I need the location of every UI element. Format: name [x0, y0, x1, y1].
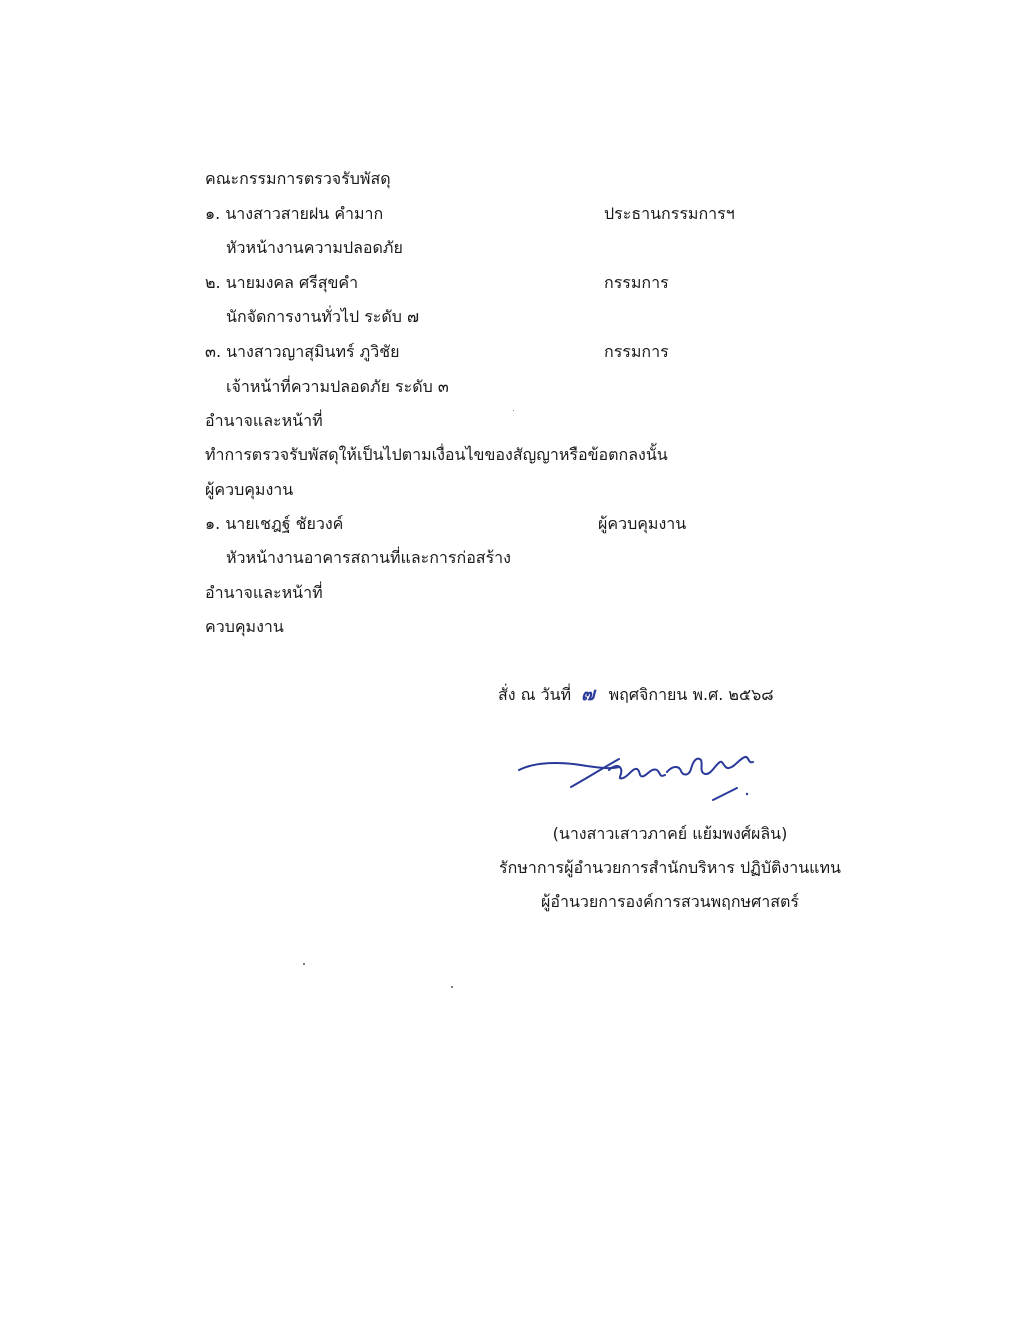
supervisor-member-1-role: ผู้ควบคุมงาน [598, 514, 687, 533]
scan-speck [451, 986, 453, 988]
committee-member-1-position: หัวหน้างานความปลอดภัย [226, 238, 403, 257]
order-date-prefix: สั่ง ณ วันที่ [498, 685, 572, 704]
supervisor-member-1-name: ๑. นายเชฎฐ์ ชัยวงค์ [205, 514, 344, 533]
committee-member-3-name: ๓. นางสาวญาสุมินทร์ ภูวิชัย [205, 342, 400, 361]
committee-member-2-name: ๒. นายมงคล ศรีสุขคำ [205, 273, 359, 292]
committee-member-2-position: นักจัดการงานทั่วไป ระดับ ๗ [226, 307, 420, 326]
committee-member-2-role: กรรมการ [604, 273, 669, 292]
committee-member-3-position: เจ้าหน้าที่ความปลอดภัย ระดับ ๓ [226, 377, 449, 396]
signature-dot [746, 793, 748, 795]
committee-heading: คณะกรรมการตรวจรับพัสดุ [205, 169, 391, 188]
scan-speck [303, 963, 305, 965]
committee-member-3-role: กรรมการ [604, 342, 669, 361]
committee-member-1-name: ๑. นางสาวสายฝน คำมาก [205, 204, 384, 223]
handwritten-signature [515, 742, 765, 808]
signatory-name: (นางสาวเสาวภาคย์ แย้มพงศ์ผลิน) [552, 824, 788, 843]
scan-speck [513, 410, 514, 411]
order-date-day: ๗ [581, 684, 595, 705]
supervisor-duty-text: ควบคุมงาน [205, 617, 284, 636]
committee-member-1-role: ประธานกรรมการฯ [604, 204, 735, 223]
supervisor-member-1-position: หัวหน้างานอาคารสถานที่และการก่อสร้าง [226, 548, 511, 567]
order-date [498, 683, 774, 707]
committee-duty-heading: อำนาจและหน้าที่ [205, 411, 323, 430]
supervisor-heading: ผู้ควบคุมงาน [205, 480, 294, 499]
supervisor-duty-heading: อำนาจและหน้าที่ [205, 583, 323, 602]
signatory-title-line1: รักษาการผู้อำนวยการสำนักบริหาร ปฏิบัติงานแทน [499, 858, 841, 877]
order-date-month-year: พฤศจิกายน พ.ศ. ๒๕๖๘ [608, 685, 774, 704]
signatory-title-line2: ผู้อำนวยการองค์การสวนพฤกษศาสตร์ [541, 892, 799, 911]
committee-duty-text: ทำการตรวจรับพัสดุให้เป็นไปตามเงื่อนไขของสัญญาหรือข้อตกลงนั้น [205, 445, 668, 464]
